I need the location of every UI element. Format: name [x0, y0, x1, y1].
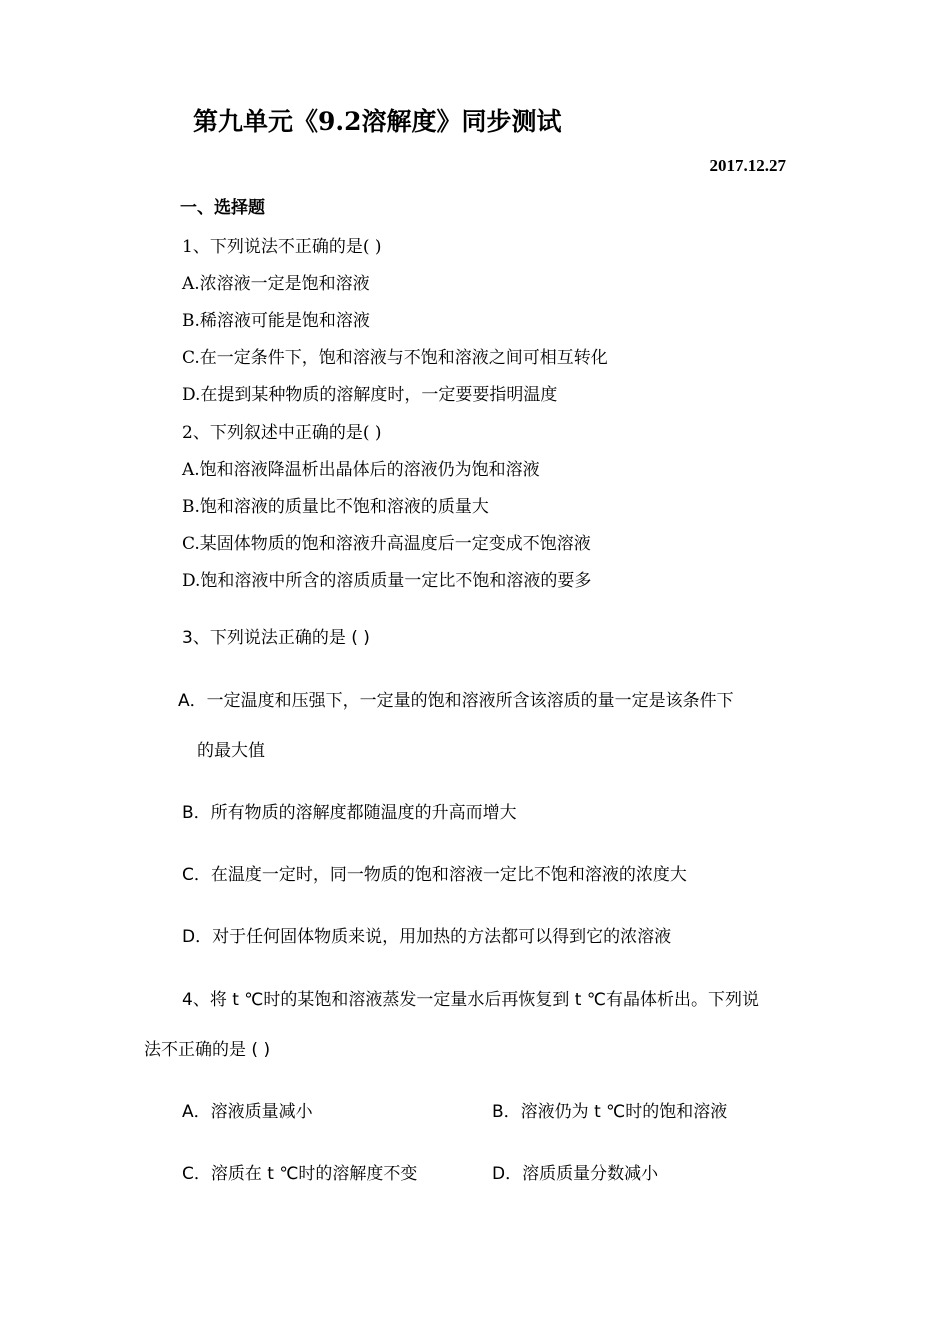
question-4-stem-continued: 法不正确的是 ( ): [144, 1040, 271, 1060]
question-4-option-a: A．溶液质量减小: [182, 1102, 313, 1122]
question-3-option-a-continued: 的最大值: [197, 741, 265, 761]
question-4-option-b: B．溶液仍为 t ℃时的饱和溶液: [492, 1102, 728, 1122]
document-title: 第九单元《9.2溶解度》同步测试: [193, 107, 562, 136]
question-3-option-a: A．一定温度和压强下，一定量的饱和溶液所含该溶质的量一定是该条件下: [178, 691, 734, 711]
question-2-stem: 2、下列叙述中正确的是( ): [182, 423, 382, 443]
question-2-option-d: D.饱和溶液中所含的溶质质量一定比不饱和溶液的要多: [182, 571, 592, 591]
question-4-stem: 4、将 t ℃时的某饱和溶液蒸发一定量水后再恢复到 t ℃有晶体析出。下列说: [182, 990, 759, 1010]
question-4-option-c: C．溶质在 t ℃时的溶解度不变: [182, 1164, 418, 1184]
document-date: 2017.12.27: [709, 156, 786, 175]
question-1-option-d: D.在提到某种物质的溶解度时，一定要要指明温度: [182, 385, 558, 405]
question-1-option-a: A.浓溶液一定是饱和溶液: [182, 274, 370, 294]
question-1-option-c: C.在一定条件下，饱和溶液与不饱和溶液之间可相互转化: [182, 348, 608, 368]
question-2-option-c: C.某固体物质的饱和溶液升高温度后一定变成不饱溶液: [182, 534, 591, 554]
question-1-stem: 1、下列说法不正确的是( ): [182, 237, 382, 257]
question-3-option-c: C．在温度一定时，同一物质的饱和溶液一定比不饱和溶液的浓度大: [182, 865, 687, 885]
question-4-option-d: D．溶质质量分数减小: [492, 1164, 659, 1184]
question-3-stem: 3、下列说法正确的是 ( ): [182, 628, 370, 648]
question-2-option-a: A.饱和溶液降温析出晶体后的溶液仍为饱和溶液: [182, 460, 540, 480]
question-1-option-b: B.稀溶液可能是饱和溶液: [182, 311, 370, 331]
section-heading: 一、选择题: [180, 198, 265, 218]
question-3-option-b: B．所有物质的溶解度都随温度的升高而增大: [182, 803, 517, 823]
question-3-option-d: D．对于任何固体物质来说，用加热的方法都可以得到它的浓溶液: [182, 927, 672, 947]
question-2-option-b: B.饱和溶液的质量比不饱和溶液的质量大: [182, 497, 489, 517]
